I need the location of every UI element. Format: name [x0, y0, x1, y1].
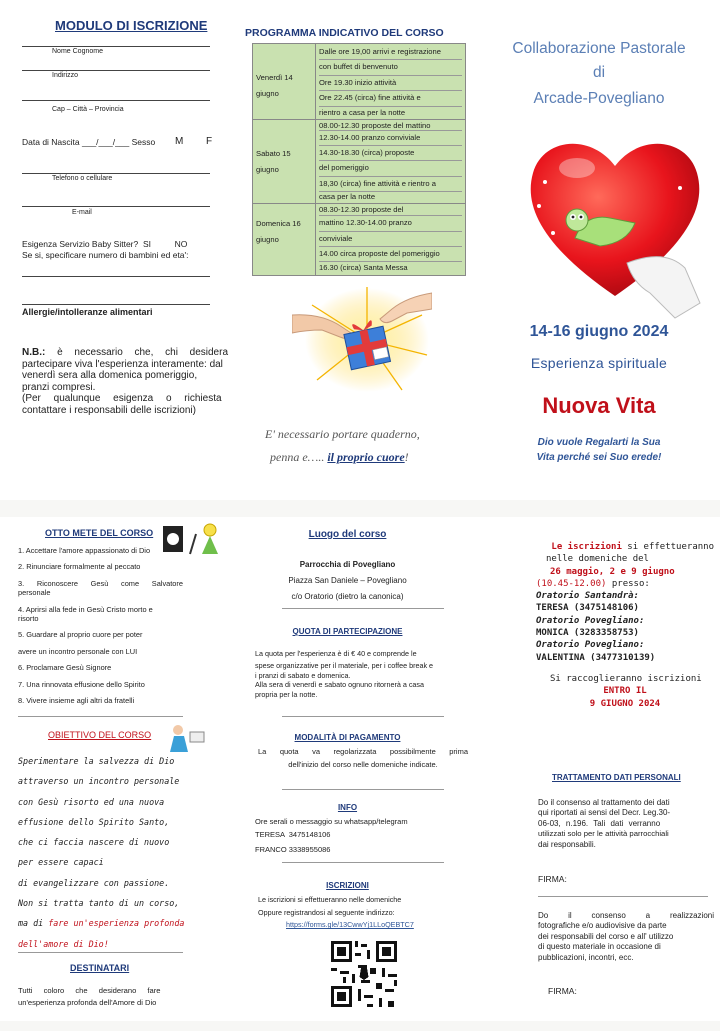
firma-label: FIRMA:: [548, 986, 577, 996]
privacy-line: qui riportati ai sensi del Decr. Leg.30-: [538, 808, 671, 818]
divider: [282, 608, 444, 609]
obiettivo-line: attraverso un incontro personale: [18, 776, 180, 787]
firma-line[interactable]: [538, 896, 708, 897]
quota-line: spese organizzative per il materiale, per i coffee break e: [255, 661, 434, 671]
quota-line: propria per la notte.: [255, 689, 318, 699]
org-line: Collaborazione Pastorale: [512, 40, 686, 57]
program-item: rientro a casa per la notte: [319, 107, 406, 117]
nota-proprio-cuore: il proprio cuore: [327, 450, 405, 464]
iscrizioni-title: ISCRIZIONI: [326, 881, 369, 890]
day-label: giugno: [256, 89, 279, 98]
obiettivo-line: Sperimentare la salvezza di Dio: [18, 756, 175, 766]
indirizzo-label: Indirizzo: [52, 72, 79, 79]
day-label: giugno: [256, 235, 279, 245]
nb-line: venerdì sera alla domenica pomeriggio,: [22, 370, 198, 382]
divider: [282, 862, 444, 863]
divider: [282, 789, 444, 790]
nb-line: pranzi compresi.: [22, 381, 96, 393]
divider: [18, 952, 183, 953]
telefono-line: [22, 173, 210, 174]
contatti-line: Si raccoglieranno iscrizioni: [550, 673, 702, 684]
clipart-person: [162, 722, 207, 754]
privacy-title: TRATTAMENTO DATI PERSONALI: [552, 773, 681, 782]
day-label: giugno: [256, 164, 279, 174]
meta-item: 4. Aprirsi alla fede in Gesù Cristo morto e: [18, 604, 153, 614]
privacy-line: 06-03, n.196. Tali dati verranno: [538, 818, 661, 828]
quota-line: Alla sera di venerdì e sabato ognuno ritornerà a casa: [255, 680, 425, 690]
program-item: Ore 22.45 (circa) fine attività e: [319, 91, 462, 106]
obiettivo-line: che ci faccia nascere di nuovo: [18, 837, 170, 848]
qr-code[interactable]: [328, 938, 400, 1010]
nb-title: N.B.:: [22, 347, 46, 358]
pagamento-line: dell'inizio del corso nelle domeniche indicate.: [288, 760, 438, 769]
nb-line: (Per qualunque esigenza o richiesta: [22, 393, 222, 405]
info-title: INFO: [337, 803, 358, 812]
nota-cuore: [270, 450, 409, 465]
day-label: Sabato 15: [256, 148, 291, 158]
form-title: MODULO DI ISCRIZIONE: [55, 18, 208, 33]
obiettivo-line: di evangelizzare con passione.: [18, 877, 170, 888]
obiettivo-line: [18, 913, 188, 933]
luogo-line: Parrocchia di Povegliano: [299, 560, 396, 569]
cap-label: Cap – Città – Provincia: [52, 106, 124, 113]
programma-row: [253, 204, 466, 276]
sesso-m: M: [175, 136, 184, 147]
program-item: conviviale: [319, 232, 462, 247]
org-line: di: [592, 64, 606, 81]
cover-motto: Dio vuole Regalarti la Sua: [537, 437, 661, 448]
divider: [18, 716, 183, 717]
obiettivo-line: effusione dello Spirito Santo,: [18, 816, 170, 827]
contatti-dates: 26 maggio, 2 e 9 giugno: [550, 566, 675, 577]
contatti-iscrizioni: Le iscrizioni: [551, 542, 622, 552]
heart-hand-illustration: [515, 118, 720, 323]
contatti-oratorio: Oratorio Santandrà:: [536, 591, 639, 602]
obiettivo-line: dell'amore di Dio!: [18, 938, 109, 949]
allergie-line: [22, 304, 210, 305]
nb-line: contattare i responsabili delle iscrizioni): [22, 404, 196, 416]
contatti-deadline: 9 GIUGNO 2024: [589, 698, 661, 709]
nota-penna: penna e…..: [270, 450, 328, 464]
bambini-label: Se si, specificare numero di bambini ed eta':: [22, 250, 189, 260]
nb-paragraph: [22, 347, 228, 417]
quota-text: [255, 649, 470, 699]
nome-label: Nome Cognome: [52, 48, 103, 55]
indirizzo-line: [22, 70, 210, 71]
pagamento-title: MODALITÀ DI PAGAMENTO: [294, 733, 401, 742]
privacy-p1: [538, 798, 714, 850]
bambini-line: [22, 276, 210, 277]
obiettivo-line: Non si tratta tanto di un corso,: [18, 898, 180, 909]
obiettivo-text: [18, 751, 188, 954]
privacy-line: dei responsabili del corso e all' utilizzo: [538, 931, 674, 941]
privacy-line: dai responsabili.: [538, 839, 596, 849]
contatti-orario: (10.45-12.00): [536, 578, 607, 589]
obiettivo-highlight: fare un'esperienza profonda: [48, 918, 185, 929]
nota-esclamazione: !: [404, 450, 409, 464]
meta-item: 1. Accettare l'amore appassionato di Dio: [18, 546, 151, 555]
destinatari-line: Tutti coloro che desiderano fare: [18, 986, 161, 995]
program-item: 14.00 circa proposte del pomeriggio: [319, 247, 462, 262]
destinatari-line: un'esperienza profonda dell'Amore di Dio: [18, 998, 157, 1007]
divider: [282, 716, 444, 717]
privacy-line: Do il consenso al trattamento dei dati: [538, 798, 670, 807]
email-label: E-mail: [72, 209, 92, 216]
meta-item: personale: [18, 588, 51, 598]
info-line: TERESA 3475148106: [255, 830, 331, 839]
day-label: Domenica 16: [256, 219, 301, 229]
program-item: 12.30-14.00 pranzo conviviale: [319, 131, 462, 146]
contatti-person: TERESA (3475148106): [536, 603, 639, 614]
cover-title: Nuova Vita: [542, 393, 656, 418]
contatti-line: [536, 541, 714, 553]
luogo-line: c/o Oratorio (dietro la canonica): [291, 592, 404, 601]
cover-date: 14-16 giugno 2024: [529, 323, 669, 340]
programma-title: PROGRAMMA INDICATIVO DEL CORSO: [245, 27, 444, 39]
meta-item: 7. Una rinnovata effusione dello Spirito: [18, 679, 145, 689]
program-item: con buffet di benvenuto: [319, 60, 462, 75]
nb-line: partecipare viva l'esperienza interamente: dal: [22, 358, 223, 370]
mete-title: OTTO METE DEL CORSO: [45, 528, 154, 538]
program-item: 18,30 (circa) fine attività e rientro a: [319, 177, 462, 192]
meta-item: 6. Proclamare Gesù Signore: [18, 663, 112, 673]
telefono-label: Telefono o cellulare: [52, 175, 113, 182]
quota-title: QUOTA DI PARTECIPAZIONE: [292, 627, 403, 636]
privacy-line: Do il consenso a realizzazioni: [538, 911, 714, 920]
programma-row: [253, 44, 466, 120]
cover-subtitle: Esperienza spirituale: [530, 355, 668, 371]
cap-line: [22, 100, 210, 101]
program-item: Ore 19.30 inizio attività: [319, 76, 462, 91]
contatti-oratorio: Oratorio Povegliano:: [536, 640, 645, 651]
program-item: mattino 12.30-14.00 pranzo: [319, 216, 462, 231]
meta-item: avere un incontro personale con LUI: [18, 646, 138, 656]
luogo-line: Piazza San Daniele – Povegliano: [288, 576, 407, 585]
meta-item: risorto: [18, 614, 39, 624]
program-item: 08.30-12.30 proposte del: [319, 205, 462, 216]
privacy-p2: [538, 911, 714, 963]
contatti-person: VALENTINA (3477310139): [536, 652, 656, 663]
mete-list: [18, 546, 183, 705]
contatti-line-part: presso:: [606, 578, 650, 589]
iscrizioni-line: Oppure registrandosi al seguente indirizzo:: [258, 908, 395, 917]
contatti-oratorio: Oratorio Povegliano:: [536, 615, 645, 626]
contatti-block: [536, 541, 714, 710]
contatti-line-part: si effettueranno: [621, 542, 714, 552]
privacy-line: di questo materiale in occasione di: [538, 942, 661, 952]
meta-item: 3. Riconoscere Gesù come Salvatore: [18, 578, 183, 588]
obiettivo-line: con Gesù risorto ed una nuova: [18, 796, 165, 807]
contatti-line: [536, 578, 714, 590]
allergie-label: Allergie/intolleranze alimentari: [22, 307, 153, 317]
meta-item: 5. Guardare al proprio cuore per poter: [18, 630, 143, 640]
privacy-line: pubblicazioni, incontri, ecc.: [538, 952, 634, 962]
meta-item: 8. Vivere insieme agli altri da fratelli: [18, 696, 135, 706]
quota-line: i pranzi di sabato e domenica.: [255, 670, 351, 680]
destinatari-title: DESTINATARI: [70, 963, 130, 973]
cover-motto: Vita perché sei Suo erede!: [536, 452, 662, 463]
program-item: 08.00-12.30 proposte del mattino: [319, 121, 462, 131]
pagamento-line: La quota va regolarizzata possibilmente prima: [258, 747, 468, 756]
nb-line: è necessario che, chi desidera: [57, 347, 229, 358]
gift-hands-illustration: [292, 285, 432, 410]
program-item: casa per la notte: [319, 192, 376, 202]
nome-line: [22, 46, 210, 47]
babysitter-label: Esigenza Servizio Baby Sitter? SI NO: [22, 239, 188, 249]
nota-quaderno: E' necessario portare quaderno,: [265, 427, 420, 441]
contatti-person: MONICA (3283358753): [536, 628, 639, 639]
day-label: Venerdì 14: [256, 73, 293, 82]
program-item: 16.30 (circa) Santa Messa: [319, 263, 408, 273]
nascita-label: Data di Nascita ___/___/___ Sesso: [22, 137, 156, 147]
programma-table: [252, 43, 466, 276]
luogo-title: Luogo del corso: [308, 529, 387, 540]
privacy-line: fotografiche e/o audiovisive da parte: [538, 921, 667, 931]
programma-row: [253, 119, 466, 204]
quota-line: La quota per l'esperienza è di € 40 e comprende le: [255, 649, 417, 658]
iscrizioni-line: Le iscrizioni si effettueranno nelle domeniche: [258, 895, 402, 904]
obiettivo-line-part: ma di: [18, 918, 49, 929]
meta-item: 2. Rinunciare formalmente al peccato: [18, 562, 141, 572]
info-line: Ore serali o messaggio su whatsapp/telegram: [255, 817, 408, 826]
privacy-line: utilizzati solo per le attività parrocchiali: [538, 829, 669, 839]
email-line: [22, 206, 210, 207]
iscrizioni-link[interactable]: https://forms.gle/13CwwYj1LLoQEBTC7: [286, 920, 414, 929]
firma-label: FIRMA:: [538, 874, 567, 884]
program-item: del pomeriggio: [319, 161, 462, 176]
sesso-f: F: [206, 136, 213, 147]
obiettivo-line: per essere capaci: [18, 857, 104, 868]
contatti-deadline: ENTRO IL: [603, 686, 647, 697]
info-line: FRANCO 3338955086: [255, 845, 331, 854]
contatti-line: nelle domeniche del: [546, 554, 649, 565]
program-item: Dalle ore 19,00 arrivi e registrazione: [319, 45, 462, 60]
program-item: 14.30-18.30 (circa) proposte: [319, 146, 462, 161]
obiettivo-title: OBIETTIVO DEL CORSO: [48, 730, 152, 740]
org-line: Arcade-Povegliano: [533, 90, 665, 107]
